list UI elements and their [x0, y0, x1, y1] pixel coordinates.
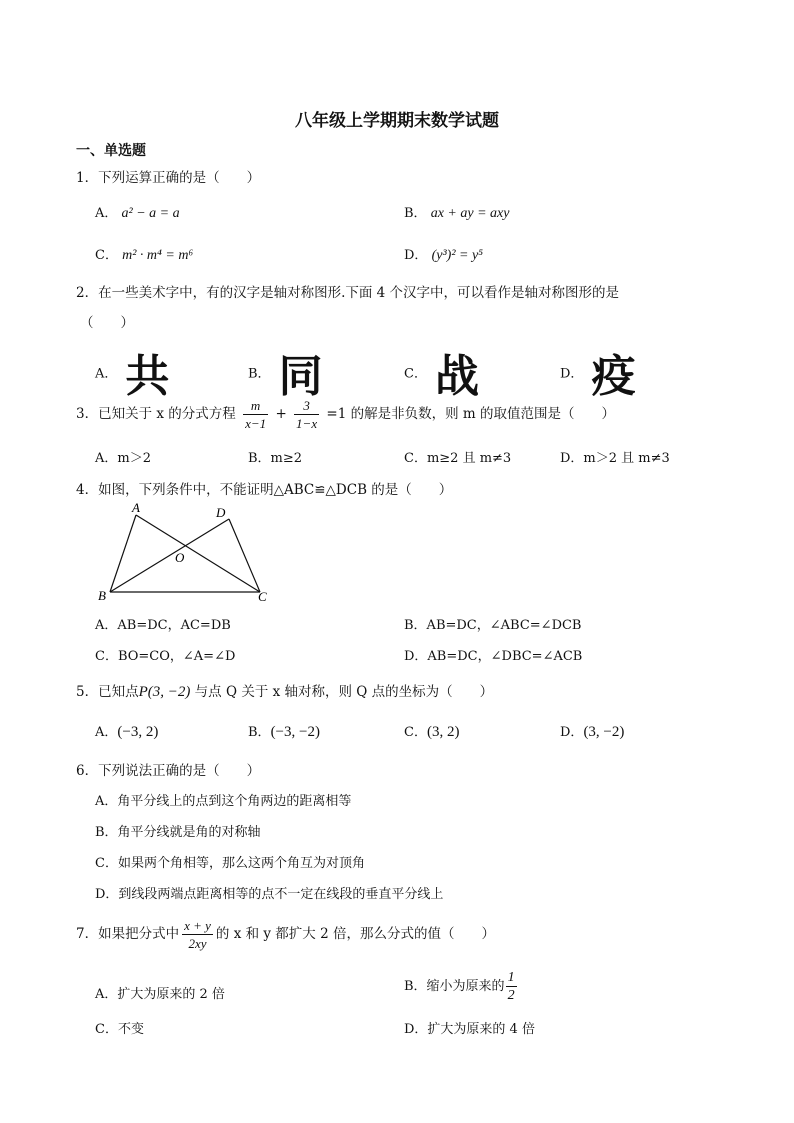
q2-option-d	[560, 340, 635, 404]
q3-fraction-2	[294, 398, 319, 431]
q2-stem-line2: （ ）	[80, 315, 134, 331]
q7-b-frac-num: 1	[507, 970, 515, 985]
q5-a-value: (−3, 2)	[117, 724, 159, 740]
section-heading: 一、单选题	[76, 143, 146, 159]
q1-option-d	[404, 244, 483, 264]
q1-option-c	[95, 244, 193, 264]
q5-stem-post: 与点 Q 关于 x 轴对称，则 Q 点的坐标为（ ）	[194, 684, 494, 700]
q1-option-a	[95, 202, 180, 222]
q2-option-a	[95, 340, 169, 404]
q2-option-c	[404, 340, 479, 404]
q3-option-c: C．m≥2 且 m≠3	[404, 451, 512, 466]
q7-option-c: C．不变	[95, 1022, 144, 1037]
point-label-d: D	[216, 505, 226, 520]
point-label-a: A	[132, 500, 140, 515]
q6-option-a: A．角平分线上的点到这个角两边的距离相等	[95, 794, 352, 809]
q5-stem-pre: 5．已知点	[76, 684, 139, 700]
q7-frac-den: 2xy	[188, 936, 207, 951]
segment-ab	[110, 515, 136, 592]
q7-option-d: D．扩大为原来的 4 倍	[404, 1022, 535, 1037]
q1-b-label: B．	[404, 206, 427, 221]
q2-c-label: C．	[404, 366, 427, 382]
q5-option-d	[560, 721, 624, 741]
q3-plus: +	[275, 406, 287, 422]
page-title: 八年级上学期期末数学试题	[295, 111, 499, 131]
q7-stem-post: 的 x 和 y 都扩大 2 倍，那么分式的值（ ）	[215, 926, 495, 942]
q3-option-b: B．m≥2	[248, 451, 303, 466]
segment-ac	[136, 515, 260, 592]
q1-option-b	[404, 202, 509, 222]
q1-b-math: ax + ay = axy	[430, 206, 510, 221]
q2-b-char: 同	[278, 351, 323, 402]
q3-frac2-num: 3	[294, 398, 319, 415]
q1-c-label: C．	[95, 248, 118, 263]
q5-option-c	[404, 721, 459, 741]
q1-a-label: A．	[95, 206, 118, 221]
q4-option-d: D．AB=DC，∠DBC=∠ACB	[404, 649, 583, 664]
q2-a-char: 共	[125, 351, 170, 402]
q3-frac1-den: x−1	[245, 416, 267, 431]
q6-stem: 6．下列说法正确的是（ ）	[76, 763, 261, 779]
q3-option-d: D．m＞2 且 m≠3	[560, 451, 670, 466]
q5-option-a	[95, 721, 158, 741]
q4-option-c: C．BO=CO，∠A=∠D	[95, 649, 236, 664]
q2-stem-line1: 2．在一些美术字中，有的汉字是轴对称图形.下面 4 个汉字中，可以看作是轴对称图形的是	[76, 285, 620, 301]
q2-b-label: B．	[248, 366, 271, 382]
q4-stem: 4．如图，下列条件中，不能证明△ABC≌△DCB 的是（ ）	[76, 482, 453, 498]
point-label-b: B	[98, 588, 106, 603]
q5-b-value: (−3, −2)	[270, 724, 320, 740]
q3-option-a: A．m＞2	[95, 451, 151, 466]
q1-c-math: m² · m⁴ = m⁶	[122, 248, 194, 263]
q5-stem	[76, 680, 493, 701]
q1-d-math: (y³)² = y⁵	[431, 248, 484, 263]
q5-c-label: C．	[404, 725, 427, 740]
point-label-c: C	[258, 589, 267, 604]
q2-c-char: 战	[434, 351, 479, 402]
segment-cd	[229, 519, 260, 592]
q5-b-label: B．	[248, 725, 271, 740]
q7-b-fraction	[506, 970, 517, 1003]
q7-fraction	[182, 918, 213, 951]
q5-point: P(3, −2)	[138, 684, 191, 700]
q3-frac2-den: 1−x	[296, 416, 318, 431]
q3-frac1-num: m	[243, 398, 268, 415]
q5-d-value: (3, −2)	[583, 724, 625, 740]
q7-frac-num: x + y	[184, 918, 211, 933]
q2-a-label: A．	[95, 366, 118, 382]
q7-stem-pre: 7．如果把分式中	[76, 926, 180, 942]
q5-option-b	[248, 721, 320, 741]
q2-d-char: 疫	[591, 351, 636, 402]
q4-triangle-figure	[92, 500, 282, 608]
segment-db	[110, 519, 229, 592]
q1-stem: 1．下列运算正确的是（ ）	[76, 170, 261, 186]
q6-option-c: C．如果两个角相等，那么这两个角互为对顶角	[95, 856, 365, 871]
q2-d-label: D．	[560, 366, 584, 382]
q5-c-value: (3, 2)	[426, 724, 460, 740]
point-label-o: O	[175, 550, 185, 565]
q1-d-label: D．	[404, 248, 428, 263]
q2-option-b	[248, 340, 323, 404]
q4-option-b: B．AB=DC，∠ABC=∠DCB	[404, 618, 582, 633]
q3-stem-post: =1 的解是非负数，则 m 的取值范围是（ ）	[326, 406, 615, 422]
q7-b-frac-den: 2	[507, 988, 515, 1003]
q5-a-label: A．	[95, 725, 118, 740]
q1-a-math: a² − a = a	[121, 206, 180, 221]
q6-option-d: D．到线段两端点距离相等的点不一定在线段的垂直平分线上	[95, 887, 444, 902]
q6-option-b: B．角平分线就是角的对称轴	[95, 825, 261, 840]
q4-option-a: A．AB=DC，AC=DB	[95, 618, 231, 633]
q7-b-text: B．缩小为原来的	[404, 979, 505, 994]
q3-stem	[76, 398, 615, 431]
q3-stem-pre: 3．已知关于 x 的分式方程	[76, 406, 236, 422]
q5-d-label: D．	[560, 725, 584, 740]
q3-fraction-1	[243, 398, 268, 431]
q7-option-b	[404, 970, 520, 1003]
q7-option-a: A．扩大为原来的 2 倍	[95, 987, 225, 1002]
q7-stem	[76, 918, 495, 951]
